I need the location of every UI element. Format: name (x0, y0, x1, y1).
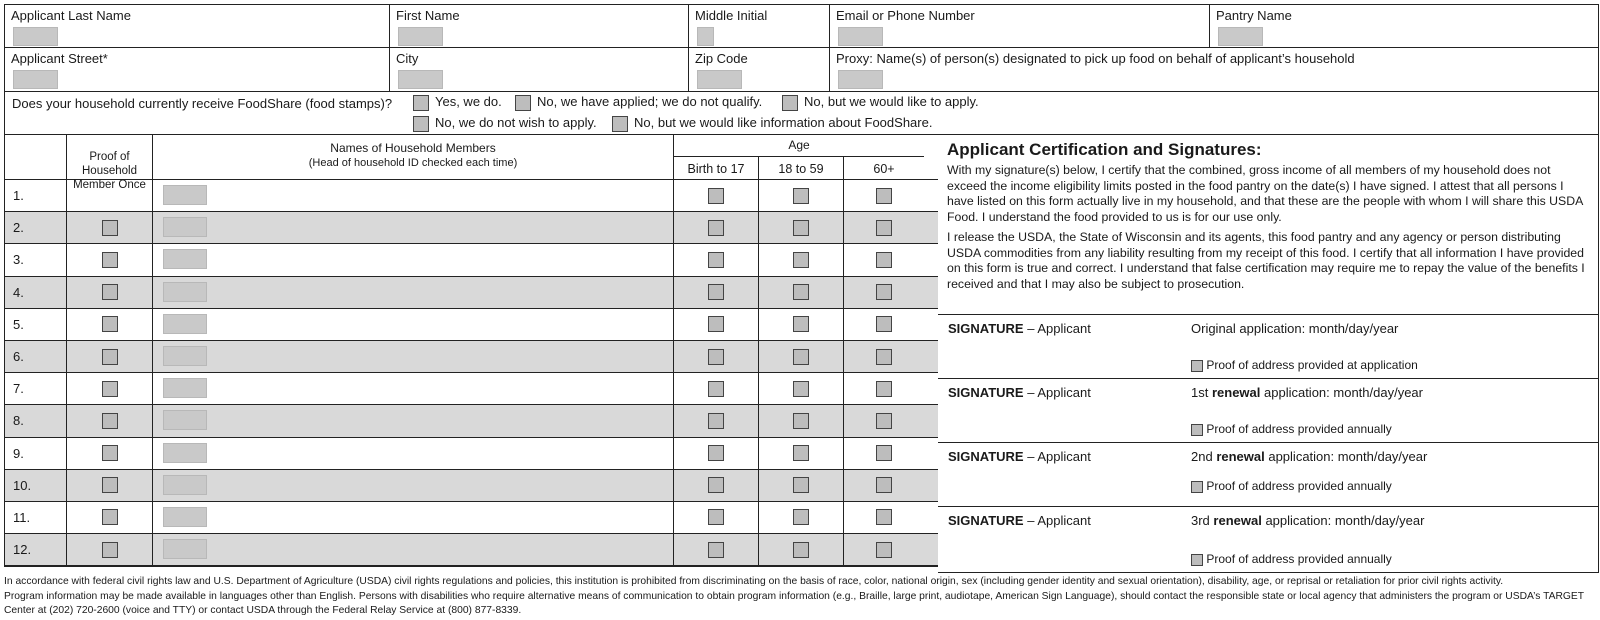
first-name-label: First Name (396, 8, 460, 23)
age-18-59-checkbox[interactable] (793, 413, 809, 429)
zip-code-cell (689, 48, 830, 91)
member-name-field[interactable] (163, 539, 207, 559)
age-birth-17-checkbox-cell (674, 180, 759, 211)
age-birth-17-checkbox[interactable] (708, 220, 724, 236)
first-name-cell (390, 5, 689, 47)
age-birth-17-checkbox-cell (674, 341, 759, 372)
age-col-18-59: 18 to 59 (759, 157, 844, 180)
age-60-plus-checkbox-cell (844, 341, 924, 372)
zip-code-label: Zip Code (695, 51, 748, 66)
member-name-cell (153, 277, 674, 308)
proof-checkbox[interactable] (102, 542, 118, 558)
proof-header: Proof of Household Member Once (67, 135, 153, 180)
age-18-59-checkbox[interactable] (793, 349, 809, 365)
proof-checkbox-cell (67, 180, 153, 211)
age-18-59-checkbox-cell (759, 277, 844, 308)
certification-paragraph-2: I release the USDA, the State of Wisconsin and its agents, this food pantry and any agency or person distributing USDA commodities from any liability resulting from my receipt of this food. I certify that all information I have provided on this form is true and correct. I understand that false certification may require me to repay the value of the benefits I received and that I may also be subject to prosecution. (947, 230, 1585, 291)
proof-checkbox-cell (67, 244, 153, 275)
proof-checkbox-cell (67, 405, 153, 436)
age-18-59-checkbox[interactable] (793, 284, 809, 300)
street-label: Applicant Street* (11, 51, 108, 66)
table-row (5, 244, 938, 276)
zip-code-field[interactable] (697, 70, 742, 89)
member-name-cell (153, 534, 674, 565)
proof-checkbox[interactable] (102, 381, 118, 397)
age-birth-17-checkbox[interactable] (708, 542, 724, 558)
table-row (5, 405, 938, 437)
age-18-59-checkbox-cell (759, 438, 844, 469)
certification-title: Applicant Certification and Signatures: (947, 140, 1262, 159)
last-name-field[interactable] (13, 27, 58, 46)
proof-checkbox-cell (67, 502, 153, 533)
email-phone-cell (830, 5, 1210, 47)
age-birth-17-checkbox-cell (674, 277, 759, 308)
proof-checkbox[interactable] (102, 220, 118, 236)
table-row (5, 502, 938, 534)
age-60-plus-checkbox-cell (844, 470, 924, 501)
age-18-59-checkbox-cell (759, 534, 844, 565)
age-18-59-checkbox-cell (759, 502, 844, 533)
signature-block-renewal-2 (938, 443, 1599, 507)
age-birth-17-checkbox-cell (674, 405, 759, 436)
member-name-field[interactable] (163, 410, 207, 430)
proof-checkbox-cell (67, 470, 153, 501)
application-date-label: 2nd renewal application: month/day/year (1191, 449, 1428, 464)
member-name-cell (153, 470, 674, 501)
signature-block-renewal-3 (938, 507, 1599, 573)
checkbox[interactable] (413, 116, 429, 132)
row-number: 6. (5, 341, 67, 372)
age-18-59-checkbox[interactable] (793, 220, 809, 236)
foodshare-option-yes[interactable]: Yes, we do. (413, 94, 502, 111)
age-18-59-checkbox[interactable] (793, 252, 809, 268)
foodshare-option-applied-not-qualify[interactable]: No, we have applied; we do not qualify. (515, 94, 762, 111)
email-phone-label: Email or Phone Number (836, 8, 975, 23)
email-phone-field[interactable] (838, 27, 883, 46)
last-name-cell (5, 5, 390, 47)
row-number: 9. (5, 438, 67, 469)
member-name-cell (153, 373, 674, 404)
street-cell (5, 48, 390, 91)
age-60-plus-checkbox-cell (844, 244, 924, 275)
age-60-plus-checkbox-cell (844, 277, 924, 308)
row-number: 1. (5, 180, 67, 211)
city-cell (390, 48, 689, 91)
age-birth-17-checkbox[interactable] (708, 509, 724, 525)
signature-label: SIGNATURE – Applicant (948, 513, 1091, 528)
checkbox[interactable] (1191, 554, 1203, 566)
signature-label: SIGNATURE – Applicant (948, 385, 1091, 400)
age-birth-17-checkbox[interactable] (708, 445, 724, 461)
age-18-59-checkbox-cell (759, 309, 844, 340)
proof-checkbox-cell (67, 309, 153, 340)
row-number: 10. (5, 470, 67, 501)
age-60-plus-checkbox[interactable] (876, 316, 892, 332)
age-birth-17-checkbox-cell (674, 373, 759, 404)
civil-rights-footer (4, 575, 1599, 619)
table-row (5, 180, 938, 212)
member-name-field[interactable] (163, 507, 207, 527)
signature-label: SIGNATURE – Applicant (948, 321, 1091, 336)
member-name-field[interactable] (163, 346, 207, 366)
age-birth-17-checkbox[interactable] (708, 477, 724, 493)
age-60-plus-checkbox[interactable] (876, 220, 892, 236)
proof-checkbox-cell (67, 277, 153, 308)
pantry-name-cell (1210, 5, 1598, 47)
age-60-plus-checkbox[interactable] (876, 381, 892, 397)
member-name-field[interactable] (163, 282, 207, 302)
proof-of-address[interactable]: Proof of address provided annually (1191, 479, 1392, 493)
pantry-name-label: Pantry Name (1216, 8, 1292, 23)
row-number: 2. (5, 212, 67, 243)
age-birth-17-checkbox-cell (674, 438, 759, 469)
proxy-label: Proxy: Name(s) of person(s) designated to pick up food on behalf of applicant’s household (836, 51, 1355, 66)
age-18-59-checkbox[interactable] (793, 188, 809, 204)
proof-checkbox[interactable] (102, 445, 118, 461)
applicant-row-1 (5, 5, 1598, 48)
foodshare-option-not-wish-apply[interactable]: No, we do not wish to apply. (413, 115, 597, 132)
age-60-plus-checkbox-cell (844, 405, 924, 436)
table-row (5, 277, 938, 309)
age-18-59-checkbox[interactable] (793, 477, 809, 493)
row-number: 5. (5, 309, 67, 340)
middle-initial-label: Middle Initial (695, 8, 768, 23)
checkbox[interactable] (515, 95, 531, 111)
checkbox[interactable] (1191, 481, 1203, 493)
row-number: 4. (5, 277, 67, 308)
age-18-59-checkbox[interactable] (793, 445, 809, 461)
proof-checkbox[interactable] (102, 316, 118, 332)
member-name-cell (153, 244, 674, 275)
city-field[interactable] (398, 70, 443, 89)
age-60-plus-checkbox-cell (844, 180, 924, 211)
table-row (5, 534, 938, 566)
checkbox[interactable] (782, 95, 798, 111)
application-date-label: Original application: month/day/year (1191, 321, 1399, 336)
applicant-info-grid (4, 4, 1599, 92)
member-name-cell (153, 309, 674, 340)
age-60-plus-checkbox[interactable] (876, 509, 892, 525)
age-18-59-checkbox[interactable] (793, 509, 809, 525)
row-number: 7. (5, 373, 67, 404)
table-header (5, 135, 938, 191)
foodshare-option-info[interactable]: No, but we would like information about FoodShare. (612, 115, 932, 132)
certification-panel (938, 135, 1599, 315)
city-label: City (396, 51, 419, 66)
age-60-plus-checkbox[interactable] (876, 252, 892, 268)
applicant-row-2 (5, 48, 1598, 91)
names-header (153, 135, 674, 180)
last-name-label: Applicant Last Name (11, 8, 131, 23)
proof-checkbox[interactable] (102, 477, 118, 493)
row-number: 3. (5, 244, 67, 275)
member-name-field[interactable] (163, 475, 207, 495)
age-60-plus-checkbox[interactable] (876, 477, 892, 493)
foodshare-question-section (4, 90, 1599, 135)
proof-of-address[interactable]: Proof of address provided annually (1191, 422, 1392, 436)
age-birth-17-checkbox-cell (674, 212, 759, 243)
member-name-cell (153, 212, 674, 243)
row-number-header (5, 135, 67, 180)
certification-paragraph-1: With my signature(s) below, I certify that the combined, gross income of all members of my household does not exceed the income eligibility limits posted in the food pantry on the date(s) I have signed. I attest that all persons I have listed on this form actually live in my household, and that these are the people with whom I will share this USDA Food. I understand the food provided to us is for our use only. (947, 163, 1583, 224)
age-18-59-checkbox-cell (759, 244, 844, 275)
age-60-plus-checkbox[interactable] (876, 413, 892, 429)
table-row (5, 309, 938, 341)
age-18-59-checkbox[interactable] (793, 542, 809, 558)
age-birth-17-checkbox[interactable] (708, 413, 724, 429)
age-60-plus-checkbox-cell (844, 502, 924, 533)
member-name-cell (153, 180, 674, 211)
middle-initial-cell (689, 5, 830, 47)
proof-checkbox[interactable] (102, 509, 118, 525)
age-18-59-checkbox-cell (759, 212, 844, 243)
row-number: 8. (5, 405, 67, 436)
names-header-title: Names of Household Members (330, 141, 496, 155)
age-birth-17-checkbox[interactable] (708, 284, 724, 300)
age-60-plus-checkbox[interactable] (876, 349, 892, 365)
age-60-plus-checkbox[interactable] (876, 284, 892, 300)
table-row (5, 373, 938, 405)
age-birth-17-checkbox-cell (674, 244, 759, 275)
age-60-plus-checkbox-cell (844, 438, 924, 469)
proof-checkbox[interactable] (102, 349, 118, 365)
member-name-field[interactable] (163, 378, 207, 398)
member-name-cell (153, 502, 674, 533)
table-row (5, 470, 938, 502)
age-birth-17-checkbox[interactable] (708, 381, 724, 397)
table-row (5, 438, 938, 470)
age-birth-17-checkbox-cell (674, 309, 759, 340)
proxy-field[interactable] (838, 70, 883, 89)
proof-checkbox[interactable] (102, 284, 118, 300)
age-18-59-checkbox[interactable] (793, 381, 809, 397)
age-birth-17-checkbox-cell (674, 470, 759, 501)
street-field[interactable] (13, 70, 58, 89)
age-18-59-checkbox-cell (759, 405, 844, 436)
member-name-field[interactable] (163, 314, 207, 334)
foodshare-question: Does your household currently receive FoodShare (food stamps)? (12, 96, 393, 111)
age-60-plus-checkbox-cell (844, 373, 924, 404)
application-date-label: 1st renewal application: month/day/year (1191, 385, 1423, 400)
age-60-plus-checkbox[interactable] (876, 445, 892, 461)
proof-checkbox[interactable] (102, 413, 118, 429)
table-body (5, 180, 938, 566)
row-number: 11. (5, 502, 67, 533)
age-birth-17-checkbox-cell (674, 534, 759, 565)
age-60-plus-checkbox[interactable] (876, 188, 892, 204)
proof-checkbox[interactable] (102, 252, 118, 268)
age-60-plus-checkbox-cell (844, 212, 924, 243)
age-18-59-checkbox-cell (759, 341, 844, 372)
household-members-table (4, 135, 938, 567)
age-18-59-checkbox-cell (759, 470, 844, 501)
pantry-name-field[interactable] (1218, 27, 1263, 46)
member-name-cell (153, 438, 674, 469)
proof-of-address[interactable]: Proof of address provided at application (1191, 358, 1418, 372)
age-birth-17-checkbox[interactable] (708, 188, 724, 204)
member-name-field[interactable] (163, 249, 207, 269)
member-name-cell (153, 405, 674, 436)
signature-label: SIGNATURE – Applicant (948, 449, 1091, 464)
proof-checkbox-cell (67, 373, 153, 404)
table-row (5, 212, 938, 244)
proof-checkbox-cell (67, 341, 153, 372)
application-date-label: 3rd renewal application: month/day/year (1191, 513, 1425, 528)
member-name-field[interactable] (163, 185, 207, 205)
checkbox[interactable] (1191, 424, 1203, 436)
age-birth-17-checkbox-cell (674, 502, 759, 533)
proof-checkbox-cell (67, 534, 153, 565)
names-header-subtitle: (Head of household ID checked each time) (308, 157, 518, 169)
age-header-title: Age (674, 135, 924, 157)
age-birth-17-checkbox[interactable] (708, 349, 724, 365)
table-row (5, 341, 938, 373)
checkbox[interactable] (413, 95, 429, 111)
proxy-cell (830, 48, 1598, 91)
age-birth-17-checkbox[interactable] (708, 252, 724, 268)
signature-block-renewal-1 (938, 379, 1599, 443)
checkbox[interactable] (1191, 360, 1203, 372)
proof-checkbox-cell (67, 438, 153, 469)
age-header (674, 135, 924, 180)
footer-line-2: Program information may be made available in languages other than English. Persons with disabilities who require alternative means of communication to obtain program information (e.g., Braille, large print, audiotape, American Sign Language), should contact the responsible state or local agency that administers the program or USDA’s TARGET Center at (202) 720-2600 (voice and TTY) or contact USDA through the Federal Relay Service at (800) 877-8339. (4, 590, 1584, 616)
age-18-59-checkbox-cell (759, 180, 844, 211)
proof-checkbox-cell (67, 212, 153, 243)
member-name-cell (153, 341, 674, 372)
proof-of-address[interactable]: Proof of address provided annually (1191, 552, 1392, 566)
age-60-plus-checkbox-cell (844, 534, 924, 565)
age-18-59-checkbox[interactable] (793, 316, 809, 332)
age-60-plus-checkbox-cell (844, 309, 924, 340)
middle-initial-field[interactable] (697, 27, 714, 46)
age-col-60-plus: 60+ (873, 162, 895, 176)
foodshare-option-would-like-apply[interactable]: No, but we would like to apply. (782, 94, 979, 111)
member-name-field[interactable] (163, 443, 207, 463)
first-name-field[interactable] (398, 27, 443, 46)
row-number: 12. (5, 534, 67, 565)
member-name-field[interactable] (163, 217, 207, 237)
age-col-birth-17: Birth to 17 (674, 157, 759, 180)
signature-block-original (938, 315, 1599, 379)
age-60-plus-checkbox[interactable] (876, 542, 892, 558)
age-birth-17-checkbox[interactable] (708, 316, 724, 332)
footer-line-1: In accordance with federal civil rights law and U.S. Department of Agriculture (USDA) civil rights regulations and policies, this institution is prohibited from discriminating on the basis of race, color, national origin, sex (including gender identity and sexual orientation), disability, age, or reprisal or retaliation for prior civil rights activity. (4, 576, 1504, 587)
age-18-59-checkbox-cell (759, 373, 844, 404)
checkbox[interactable] (612, 116, 628, 132)
